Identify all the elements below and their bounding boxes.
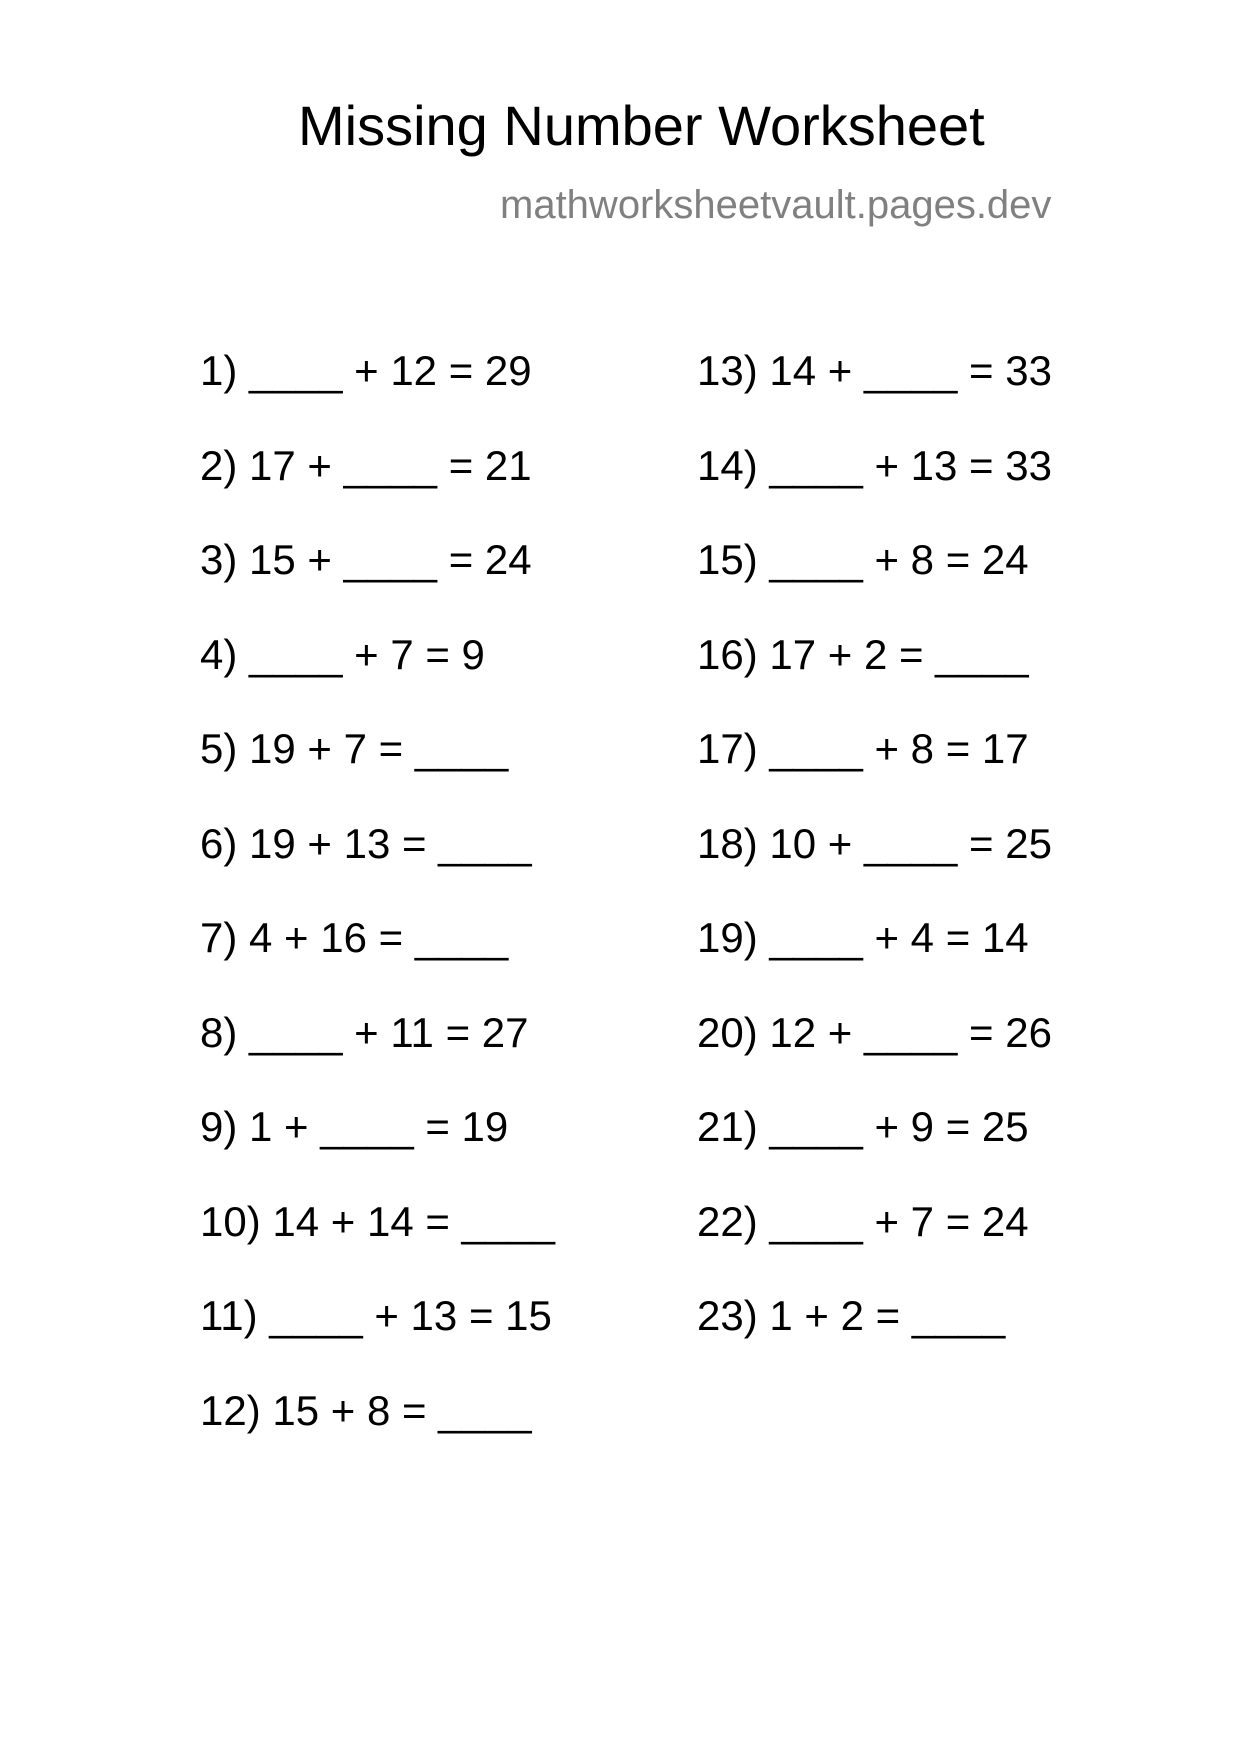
problem-8: 8) ____ + 11 = 27 — [200, 1008, 529, 1056]
problem-4: 4) ____ + 7 = 9 — [200, 630, 485, 678]
problem-14: 14) ____ + 13 = 33 — [697, 441, 1052, 489]
problem-10: 10) 14 + 14 = ____ — [200, 1197, 555, 1245]
problem-23: 23) 1 + 2 = ____ — [697, 1292, 1006, 1339]
problem-22: 22) ____ + 7 = 24 — [697, 1197, 1029, 1245]
problem-20: 20) 12 + ____ = 26 — [697, 1008, 1052, 1056]
problem-11: 11) ____ + 13 = 15 — [200, 1292, 552, 1339]
problem-15: 15) ____ + 8 = 24 — [697, 536, 1029, 583]
page-title: Missing Number Worksheet — [298, 94, 985, 157]
problem-6: 6) 19 + 13 = ____ — [200, 819, 532, 867]
problem-21: 21) ____ + 9 = 25 — [697, 1103, 1029, 1150]
problem-7: 7) 4 + 16 = ____ — [200, 914, 509, 961]
source-url: mathworksheetvault.pages.dev — [500, 183, 1052, 227]
problem-1: 1) ____ + 12 = 29 — [200, 347, 532, 394]
problem-16: 16) 17 + 2 = ____ — [697, 630, 1029, 678]
problem-18: 18) 10 + ____ = 25 — [697, 819, 1052, 867]
problem-12: 12) 15 + 8 = ____ — [200, 1386, 532, 1434]
problem-2: 2) 17 + ____ = 21 — [200, 441, 532, 489]
problem-column-left — [200, 347, 555, 1484]
problem-3: 3) 15 + ____ = 24 — [200, 536, 532, 583]
problem-9: 9) 1 + ____ = 19 — [200, 1103, 509, 1150]
problem-19: 19) ____ + 4 = 14 — [697, 914, 1029, 961]
problem-5: 5) 19 + 7 = ____ — [200, 725, 509, 772]
problem-13: 13) 14 + ____ = 33 — [697, 347, 1052, 394]
problem-column-right — [697, 347, 1052, 1390]
problem-17: 17) ____ + 8 = 17 — [697, 725, 1029, 772]
